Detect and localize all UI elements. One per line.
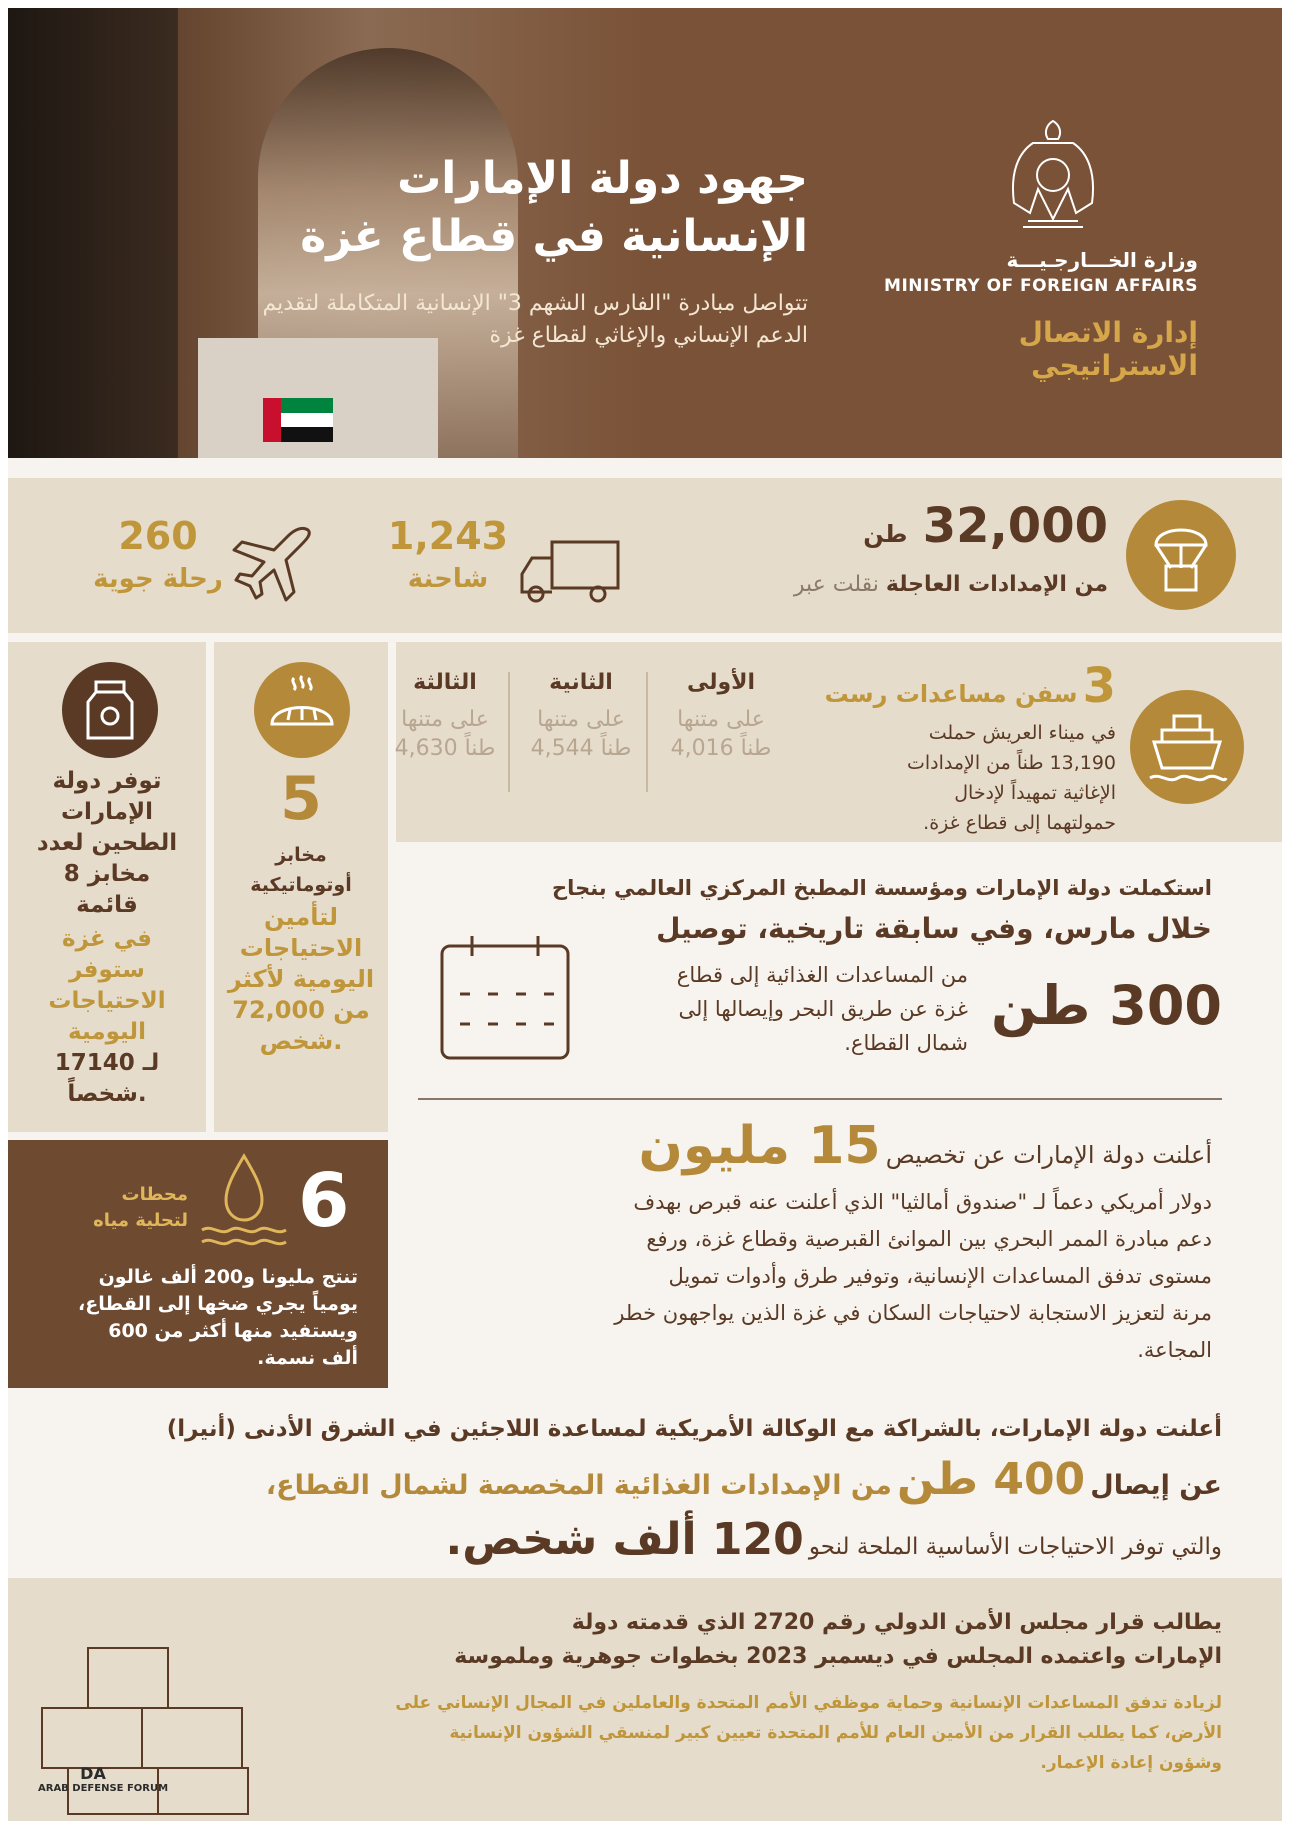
bakeries-description: لتأمين الاحتياجات اليومية لأكثر من 72,000 شخص. xyxy=(227,903,375,1055)
resolution-description: لزيادة تدفق المساعدات الإنسانية وحماية موظفي الأمم المتحدة والعاملين في المجال الإنساني على الأرض، كما يطلب القرار من الأمين العام للأمم المتحدة تعيين كبير لمنسقي الشؤون الإنسانية وشؤون إعادة الإعمار. xyxy=(395,1693,1222,1773)
flights-label: رحلة جوية xyxy=(93,564,223,594)
flour-sack-icon xyxy=(62,662,158,758)
ship-first: الأولى على متنها 4,016 طناً xyxy=(670,670,772,761)
ministry-name-en: MINISTRY OF FOREIGN AFFAIRS xyxy=(884,276,1198,296)
kitchen-headline: خلال مارس، وفي سابقة تاريخية، توصيل xyxy=(656,912,1212,945)
parachute-icon xyxy=(1126,500,1236,610)
infographic xyxy=(8,8,1282,1821)
section-divider xyxy=(418,1098,1222,1100)
ship-second: الثانية على متنها 4,544 طناً xyxy=(530,670,632,761)
airplane-icon xyxy=(230,522,316,602)
bakeries-panel xyxy=(214,642,388,1132)
bread-icon xyxy=(254,662,350,758)
water-label: محطات لتحلية مياه xyxy=(93,1184,188,1231)
flour-label: توفر دولة الإمارات الطحين لعدد 8 مخابز قائمة xyxy=(36,768,178,918)
flights-value: 260 xyxy=(118,514,198,558)
water-drop-icon xyxy=(196,1150,292,1250)
falcon-emblem-icon xyxy=(998,113,1108,231)
flour-description: في غزة ستوفر الاحتياجات اليومية لـ 17140 شخصاً. xyxy=(48,926,166,1107)
ship-third: الثالثة على متنها 4,630 طناً xyxy=(394,670,496,761)
watermark-logo: DA ARAB DEFENSE FORUM xyxy=(38,1764,169,1794)
supplies-amount: 32,000 طن xyxy=(863,498,1108,554)
kitchen-intro: استكملت دولة الإمارات ومؤسسة المطبخ المركزي العالمي بنجاح xyxy=(552,876,1212,900)
water-panel xyxy=(8,1140,388,1388)
supplies-description: من الإمدادات العاجلة نقلت عبر xyxy=(793,572,1108,597)
resolution-band xyxy=(8,1578,1282,1821)
cyprus-headline: أعلنت دولة الإمارات عن تخصيص 15 مليون xyxy=(638,1116,1212,1176)
page-title: جهود دولة الإمارات الإنسانية في قطاع غزة xyxy=(300,153,808,262)
bakeries-count: 5 xyxy=(280,764,322,834)
water-count: 6 xyxy=(298,1158,350,1244)
ships-heading: 3 سفن مساعدات رست xyxy=(824,658,1116,714)
bakeries-label: مخابز أوتوماتيكية xyxy=(250,844,352,896)
header-banner xyxy=(8,8,1282,458)
flour-panel xyxy=(8,642,206,1132)
kitchen-description: من المساعدات الغذائية إلى قطاع غزة عن طريق البحر وإيصالها إلى شمال القطاع. xyxy=(676,963,968,1055)
ships-band xyxy=(396,642,1282,842)
trucks-label: شاحنة xyxy=(407,564,489,594)
water-description: تنتج مليونا و200 ألف غالون يومياً يجري ضخها إلى القطاع، ويستفيد منها أكثر من 600 ألف نسمة. xyxy=(78,1266,358,1369)
anera-line1: أعلنت دولة الإمارات، بالشراكة مع الوكالة الأمريكية لمساعدة اللاجئين في الشرق الأدنى (أنيرا) xyxy=(166,1416,1222,1442)
anera-line2: عن إيصال 400 طن من الإمدادات الغذائية المخصصة لشمال القطاع، xyxy=(265,1454,1222,1505)
cyprus-description: دولار أمريكي دعماً لـ "صندوق أمالثيا" الذي أعلنت عنه قبرص بهدف دعم مبادرة الممر البحري بين الموانئ القبرصية وقطاع غزة، ورفع مستوى تدفق المساعدات الإنسانية، وتوفير طرق وأدوات تمويل مرنة لتعزيز الاستجابة لاحتياجات السكان في غزة الذين يواجهون خطر المجاعة. xyxy=(614,1190,1212,1362)
truck-icon xyxy=(518,538,622,608)
ships-description: في ميناء العريش حملت 13,190 طناً من الإمدادات الإغاثية تمهيداً لإدخال حمولتهما إلى قطاع غزة. xyxy=(906,722,1116,834)
calendar-icon xyxy=(438,932,572,1062)
ship-icon xyxy=(1130,690,1244,804)
kitchen-amount: 300 طن xyxy=(991,974,1222,1037)
supplies-band xyxy=(8,478,1282,633)
page-subtitle: تتواصل مبادرة "الفارس الشهم 3" الإنسانية المتكاملة لتقديم الدعم الإنساني والإغاثي لقطاع غزة xyxy=(262,291,808,348)
anera-line3: والتي توفر الاحتياجات الأساسية الملحة لنحو 120 ألف شخص. xyxy=(445,1514,1222,1565)
department-name: إدارة الاتصال الاستراتيجي xyxy=(1018,316,1198,382)
trucks-value: 1,243 xyxy=(387,514,509,558)
uae-flag-icon xyxy=(263,398,333,442)
ministry-name-ar: وزارة الخـــارجـيـــة xyxy=(1006,248,1198,272)
resolution-headline: يطالب قرار مجلس الأمن الدولي رقم 2720 الذي قدمته دولة الإمارات واعتمده المجلس في ديسمبر 2023 بخطوات جوهرية وملموسة xyxy=(454,1610,1222,1669)
